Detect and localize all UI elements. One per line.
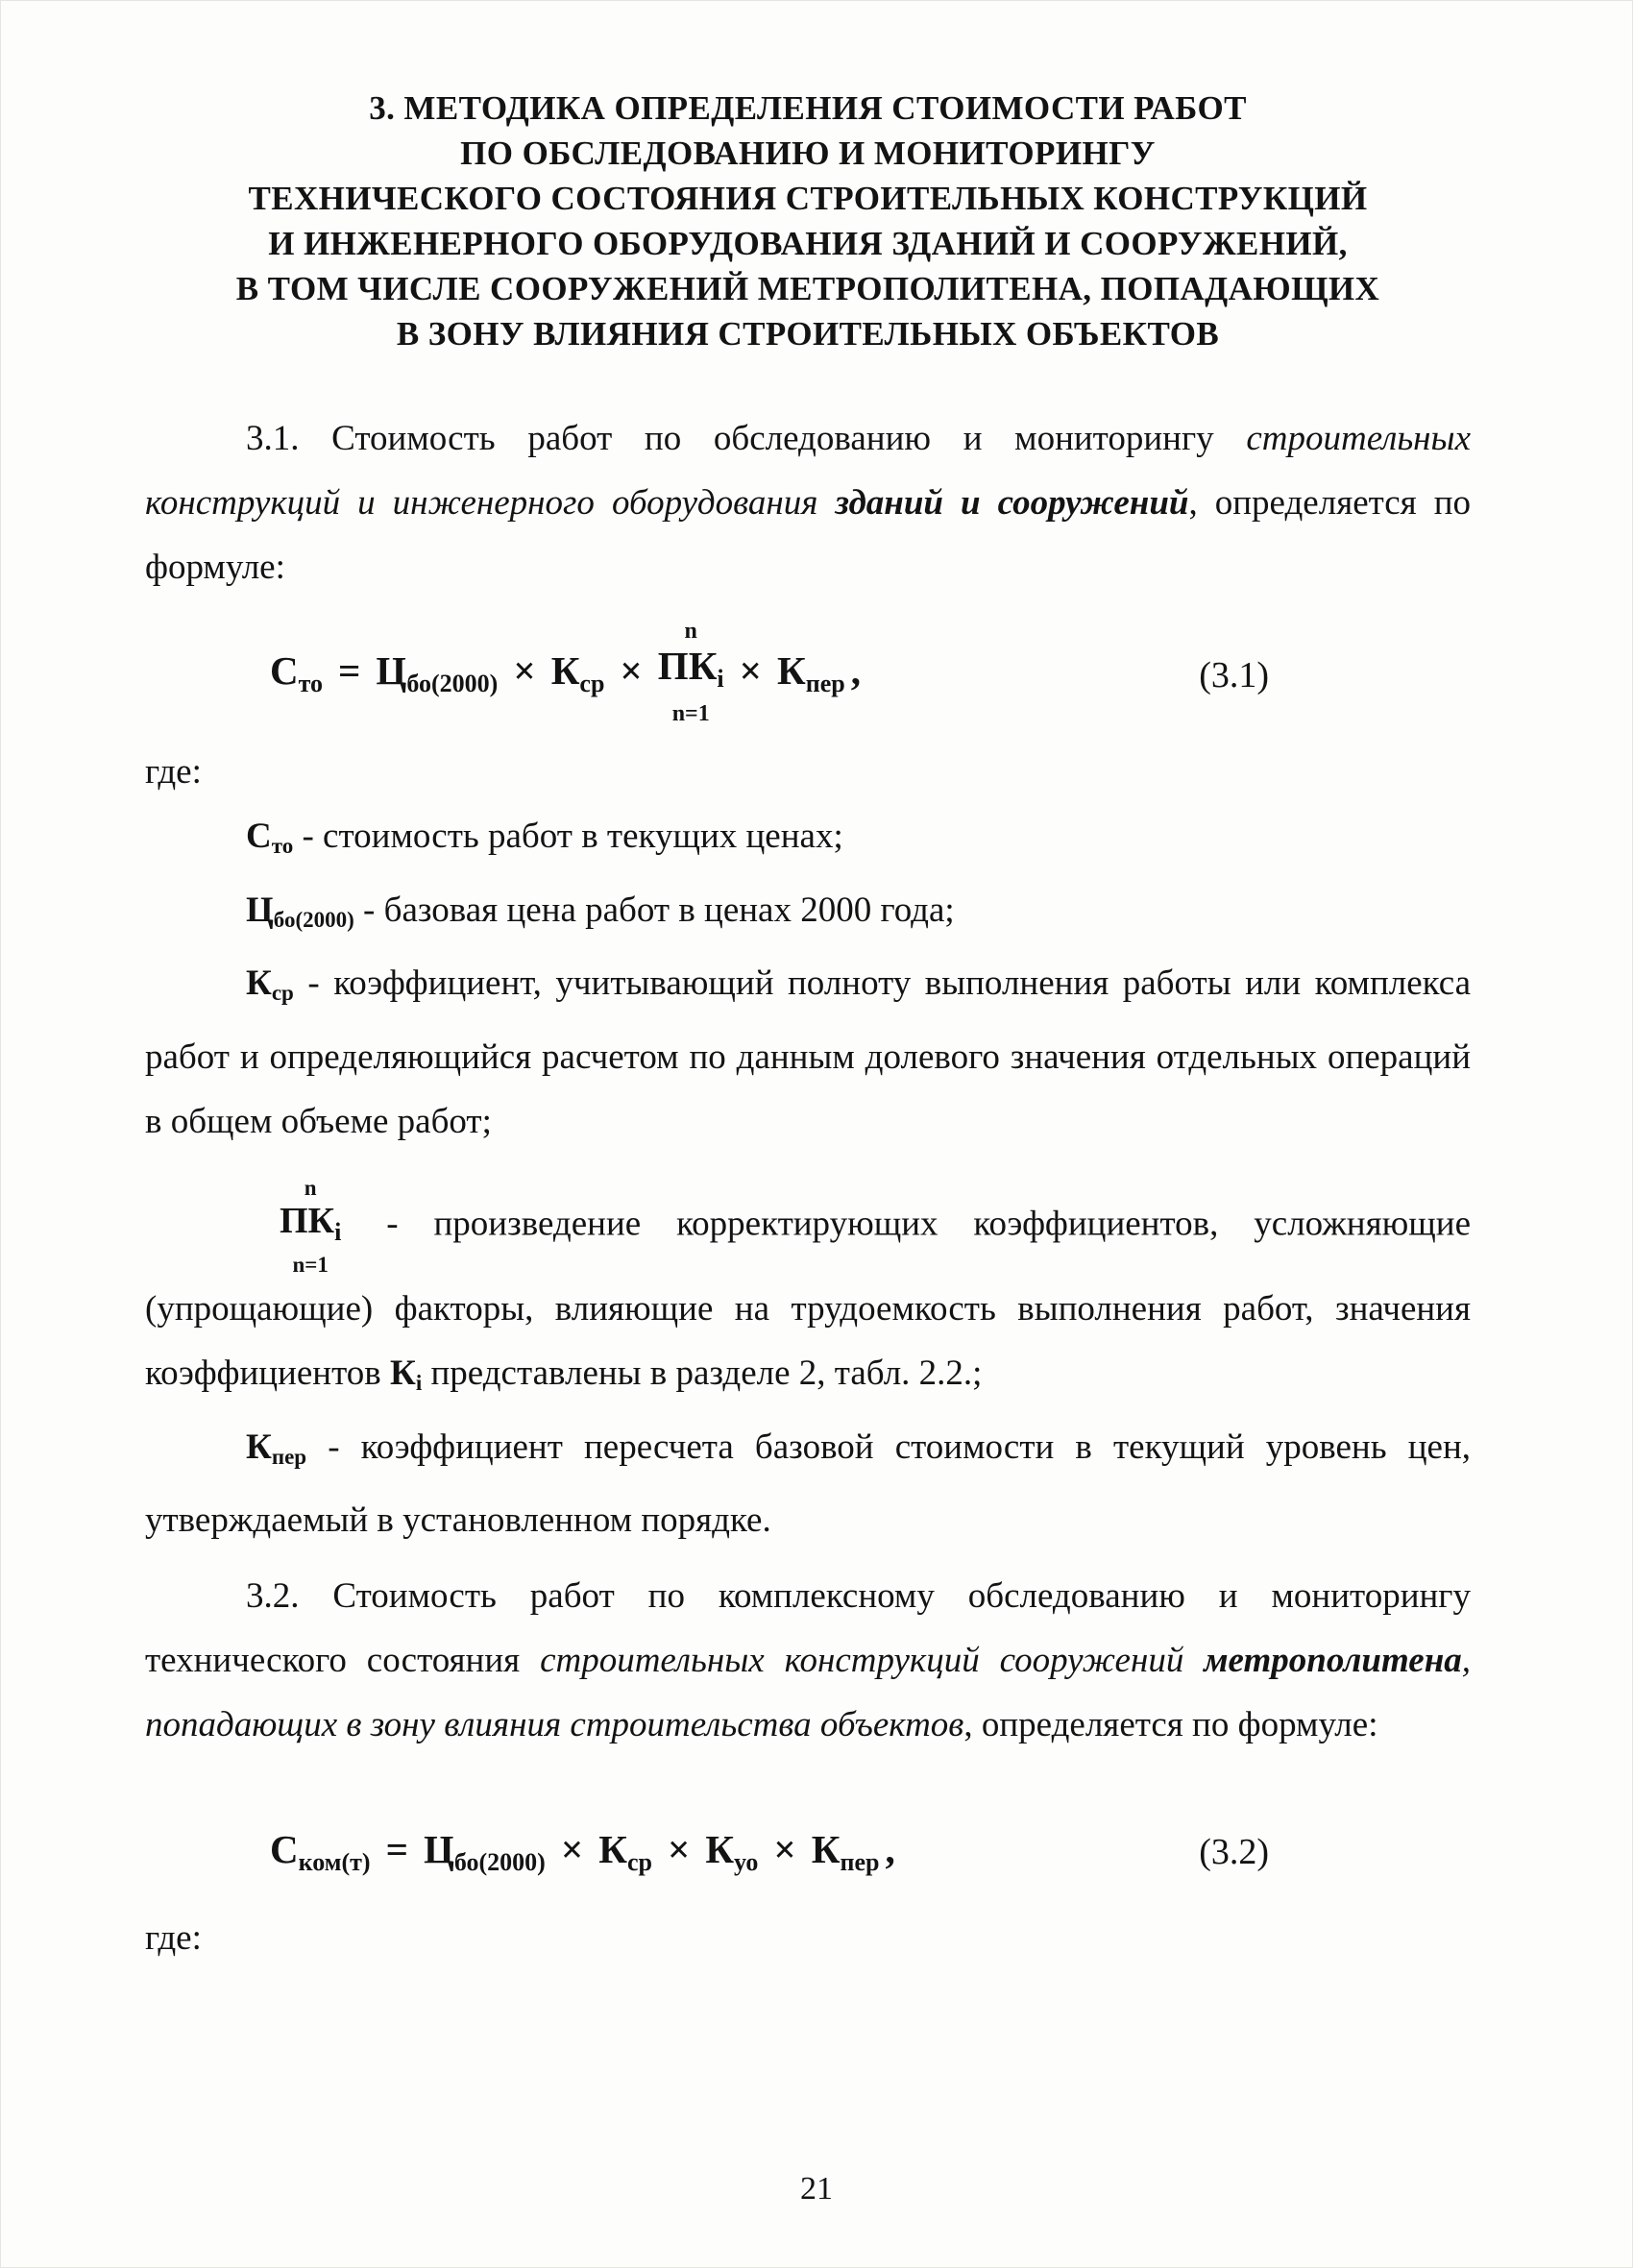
variable-base: С (246, 816, 272, 856)
defined-term (246, 817, 293, 856)
defined-term (246, 1427, 306, 1467)
inline-term-k-i (390, 1353, 422, 1393)
variable-subscript: пер (805, 670, 845, 698)
text-run: , определяется по формуле: (145, 483, 1472, 587)
formula-3-2 (270, 1826, 1471, 1877)
formula-expression-3-2 (270, 1826, 895, 1877)
variable-base: К (389, 1353, 416, 1393)
where-label-1: где: (145, 751, 202, 792)
where-label-2: где: (145, 1918, 202, 1959)
variable-subscript: i (717, 664, 724, 693)
formula-3-1 (270, 619, 1471, 726)
title-line-4: И ИНЖЕНЕРНОГО ОБОРУДОВАНИЯ ЗДАНИЙ И СООРУЖЕНИЙ, (268, 225, 1348, 262)
definition-k-per (145, 1415, 1471, 1553)
variable-base: ПК (280, 1201, 335, 1242)
text-run: , определяется по формуле: (963, 1705, 1378, 1745)
equals-sign: = (385, 1827, 408, 1872)
page-number: 21 (800, 2171, 833, 2207)
variable-subscript: i (334, 1217, 342, 1246)
variable-c-to (270, 648, 324, 698)
variable-base: Ц (423, 1827, 454, 1872)
variable-base: Ц (376, 648, 407, 694)
variable-subscript: i (415, 1370, 423, 1395)
variable-subscript: то (271, 833, 294, 858)
text-run: 3.1. Стоимость работ по обследованию и мониторингу (246, 419, 1247, 458)
variable-subscript: бо(2000) (406, 670, 499, 698)
variable-base: К (777, 648, 806, 694)
product-lower-limit: n=1 (292, 1252, 329, 1277)
text-run-italic: , попадающих в зону влияния строительства объектов (145, 1641, 1471, 1745)
variable-k-per (777, 648, 845, 698)
multiply-sign: × (560, 1827, 584, 1872)
section-title (145, 85, 1471, 356)
definition-text: - коэффициент, учитывающий полноту выполнения работы или комплекса работ и определяющийся расчетом по данным долевого значения отдельных операций в общем объеме работ; (145, 963, 1471, 1142)
defined-term (246, 890, 354, 930)
variable-subscript: пер (840, 1848, 880, 1877)
variable-base: К (598, 1827, 627, 1872)
title-line-1: 3. МЕТОДИКА ОПРЕДЕЛЕНИЯ СТОИМОСТИ РАБОТ (369, 89, 1247, 127)
title-line-2: ПО ОБСЛЕДОВАНИЮ И МОНИТОРИНГУ (460, 134, 1156, 172)
variable-subscript: бо(2000) (273, 907, 354, 932)
multiply-sign: × (620, 648, 643, 694)
variable-subscript: ср (271, 981, 294, 1006)
definition-text: - базовая цена работ в ценах 2000 года; (353, 890, 955, 930)
variable-subscript: ср (579, 670, 605, 698)
definition-text: - произведение корректирующих коэффициентов, усложняющие (упрощающие) факторы, влияющие на трудоемкость выполнения работ, значения коэффициентов (145, 1204, 1471, 1393)
title-line-6: В ЗОНУ ВЛИЯНИЯ СТРОИТЕЛЬНЫХ ОБЪЕКТОВ (396, 315, 1220, 353)
text-run-bold-italic: зданий и сооружений (835, 483, 1189, 523)
comma: , (850, 648, 861, 694)
variable-base: К (705, 1827, 735, 1872)
variable-base: К (811, 1827, 841, 1872)
text-run-italic: строительных конструкций и инженерного оборудования (145, 419, 1471, 523)
definition-text: - стоимость работ в текущих ценах; (293, 816, 843, 856)
variable-base: Ц (246, 890, 274, 930)
variable-base-price (423, 1827, 546, 1877)
comma: , (885, 1827, 895, 1872)
multiply-sign: × (773, 1827, 796, 1872)
multiply-sign: × (513, 648, 536, 694)
variable-base: ПК (657, 644, 718, 688)
text-run: 3.2. Стоимость работ по комплексному обследованию и мониторингу технического состояния (145, 1576, 1471, 1681)
variable-base: К (550, 648, 580, 694)
variable-k-uo (705, 1827, 759, 1877)
variable-subscript: то (298, 670, 324, 698)
variable-subscript: уо (734, 1848, 759, 1877)
formula-number-3-2: (3.2) (1199, 1831, 1269, 1872)
product-lower-limit: n=1 (671, 700, 710, 726)
variable-base-price (376, 648, 499, 698)
multiply-sign: × (667, 1827, 691, 1872)
variable-base: К (246, 1427, 272, 1467)
variable-c-kom-t (270, 1827, 371, 1877)
variable-base: С (270, 648, 299, 694)
definition-product-k (145, 1177, 1471, 1415)
defined-term (246, 963, 294, 1006)
paragraph-3-2 (145, 1564, 1471, 1757)
definition-text: представлены в разделе 2, табл. 2.2.; (422, 1353, 983, 1393)
paragraph-3-1 (145, 406, 1471, 599)
definition-text: - коэффициент пересчета базовой стоимости в текущий уровень цен, утверждаемый в установленном порядке. (145, 1427, 1471, 1541)
product-upper-limit: n (304, 1176, 317, 1201)
variable-subscript: пер (271, 1444, 307, 1469)
product-symbol (212, 1200, 341, 1254)
multiply-sign: × (739, 648, 763, 694)
product-operator (212, 1177, 341, 1277)
product-symbol (658, 644, 724, 701)
definition-price-base (145, 878, 1471, 952)
title-line-3: ТЕХНИЧЕСКОГО СОСТОЯНИЯ СТРОИТЕЛЬНЫХ КОНСТРУКЦИЙ (248, 180, 1368, 217)
variable-subscript: ком(т) (298, 1848, 371, 1877)
variable-base: С (270, 1827, 299, 1872)
title-line-5: В ТОМ ЧИСЛЕ СООРУЖЕНИЙ МЕТРОПОЛИТЕНА, ПОПАДАЮЩИХ (235, 270, 1380, 307)
formula-expression-3-1 (270, 619, 861, 726)
formula-number-3-1: (3.1) (1199, 654, 1269, 695)
equals-sign: = (338, 648, 361, 694)
product-upper-limit: n (684, 619, 697, 644)
definition-k-sr (145, 951, 1471, 1154)
text-run-italic: строительных конструкций сооружений (540, 1641, 1205, 1681)
variable-k-sr (550, 648, 605, 698)
variable-base: К (246, 963, 272, 1004)
product-operator (658, 619, 724, 726)
variable-subscript: ср (626, 1848, 652, 1877)
text-run-bold-italic: метрополитена (1204, 1641, 1462, 1681)
variable-k-sr (598, 1827, 652, 1877)
definition-c-to (145, 804, 1471, 878)
variable-subscript: бо(2000) (453, 1848, 546, 1877)
variable-k-per (811, 1827, 880, 1877)
